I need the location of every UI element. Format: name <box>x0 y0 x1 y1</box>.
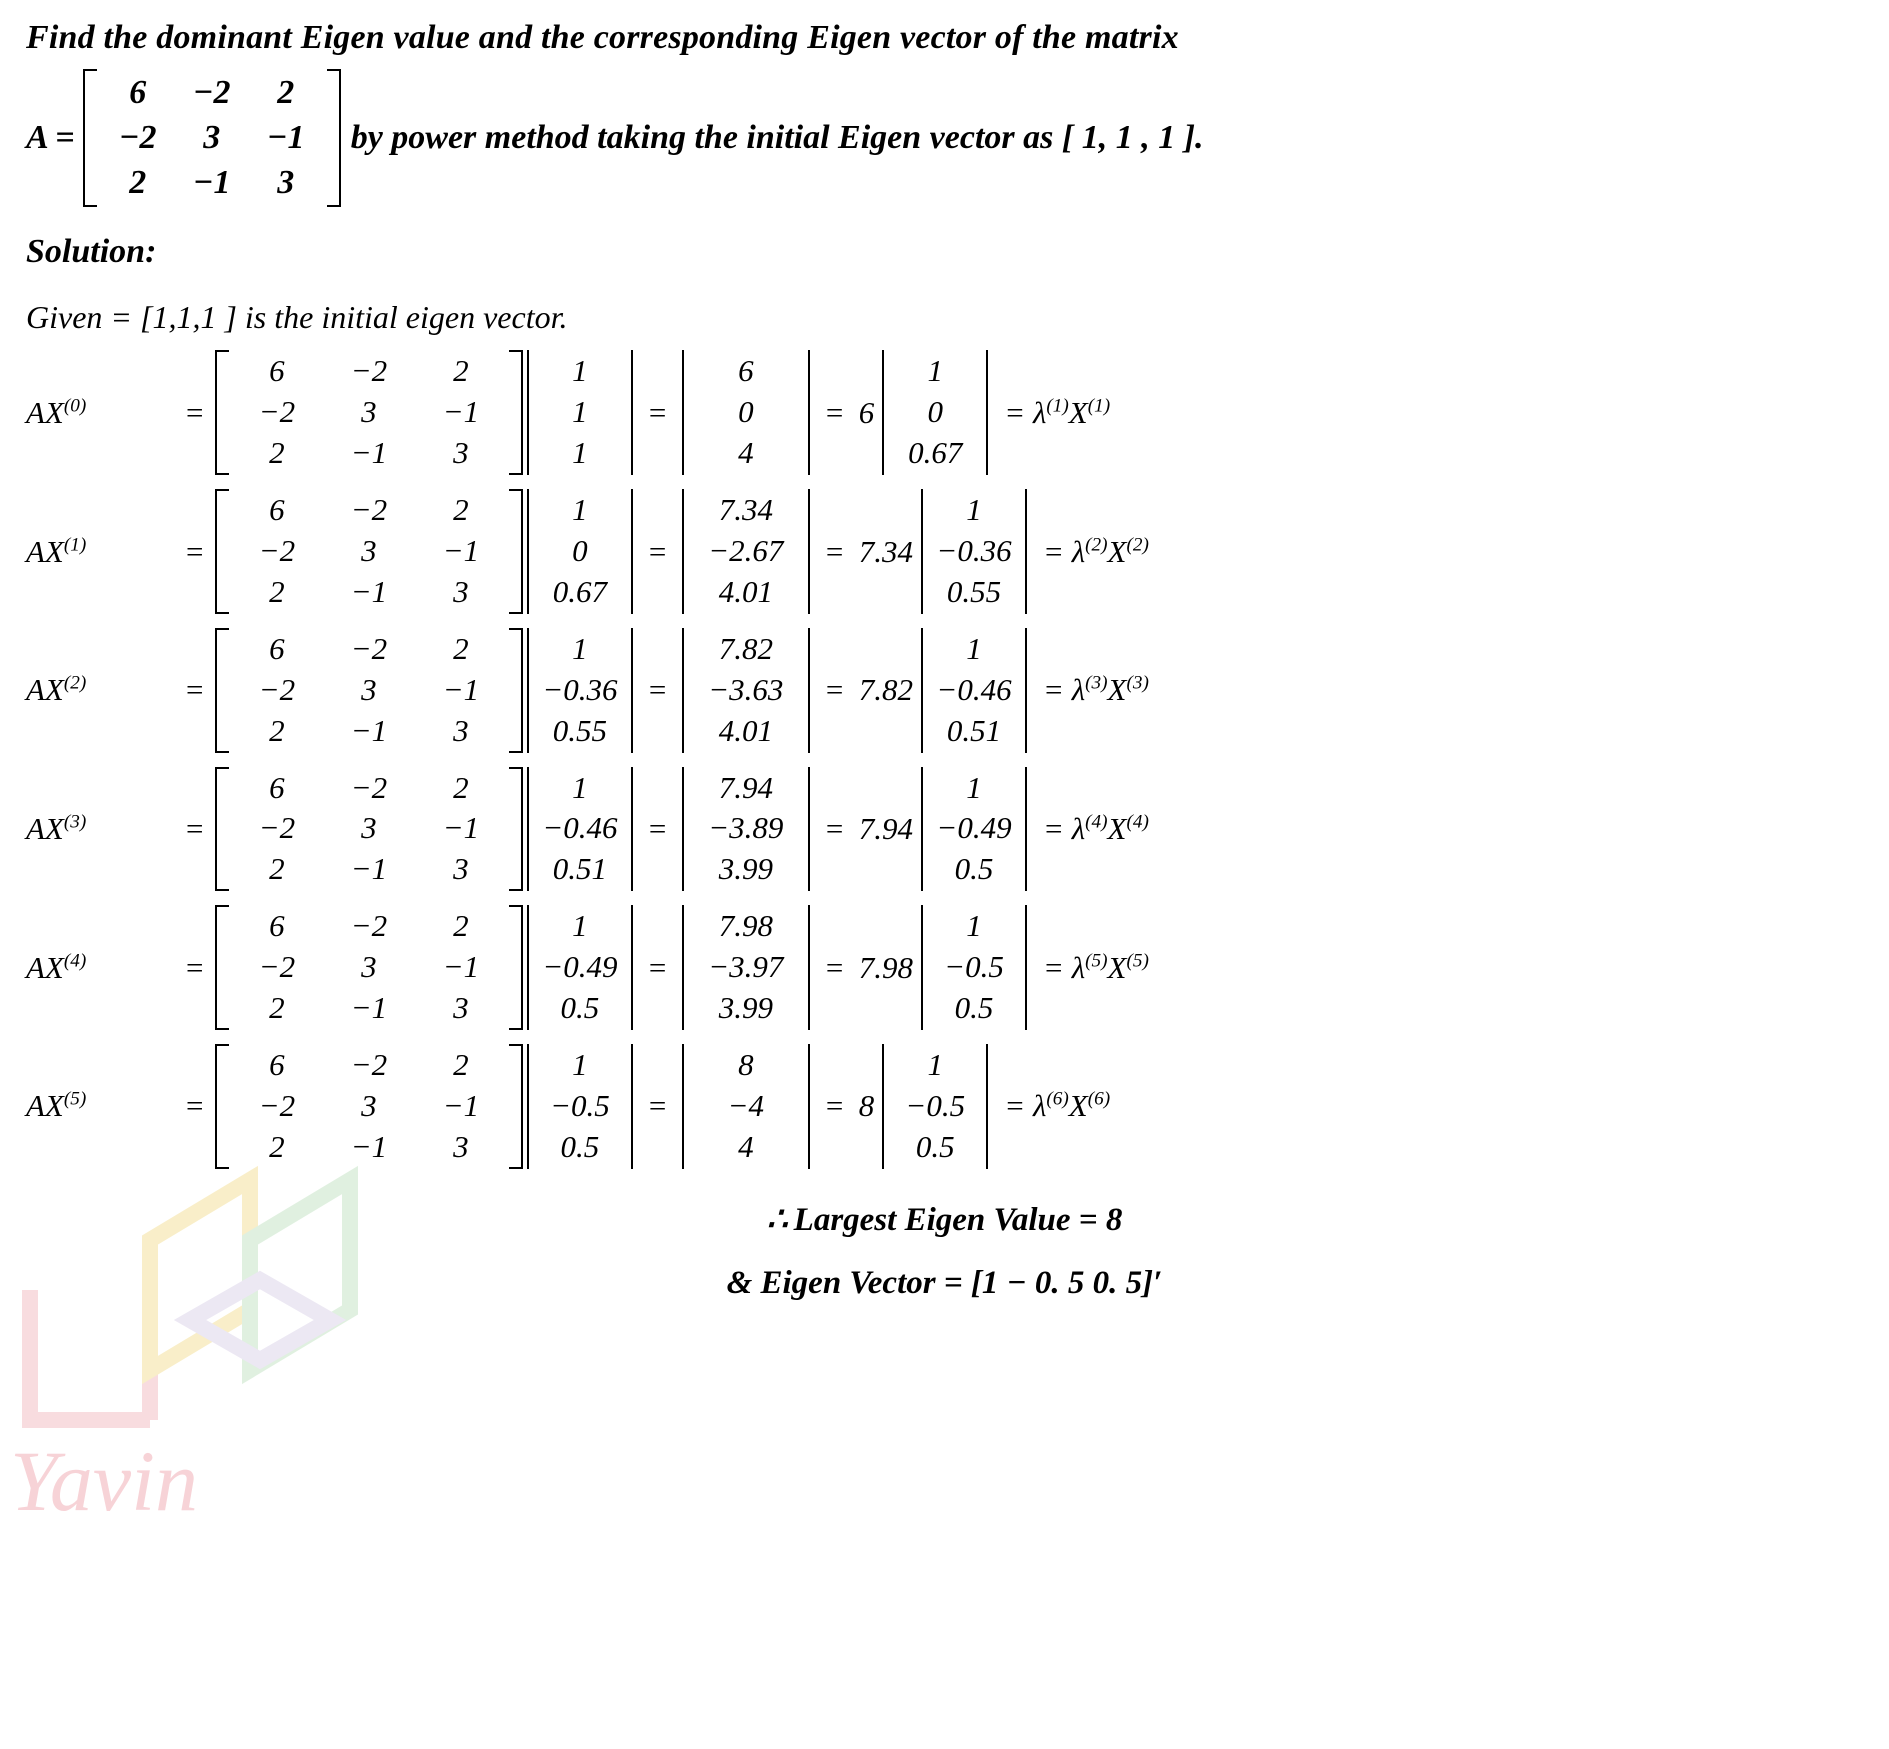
vector-cell: −3.97 <box>708 949 784 985</box>
vector-cell: −0.46 <box>936 671 1012 707</box>
matrix-cell: −1 <box>266 118 305 156</box>
conclusion-eigen-vector <box>26 1265 1863 1302</box>
matrix-cell: 6 <box>269 353 285 389</box>
matrix-cell: −2 <box>350 492 388 528</box>
solution-heading <box>26 233 1863 271</box>
iteration-result: = $\lambda^{(6)}X^{(6)}$ <box>1004 1088 1111 1124</box>
matrix-a <box>215 489 523 614</box>
solution-colon: : <box>145 233 157 271</box>
eigenvalue-scalar: 8 <box>858 1088 875 1124</box>
matrix-cell: 3 <box>361 671 377 707</box>
matrix-cell: 3 <box>361 533 377 569</box>
bracket-right <box>808 767 810 892</box>
column-vector <box>523 628 637 753</box>
vector-cell: −0.5 <box>905 1087 966 1123</box>
bracket-right <box>1025 905 1027 1030</box>
vector-cell: 1 <box>572 630 588 666</box>
iteration-label <box>26 811 174 847</box>
vector-cell: −0.36 <box>542 671 618 707</box>
bracket-right <box>808 1044 810 1169</box>
vector-cell: 6 <box>738 353 754 389</box>
column-vector <box>917 489 1031 614</box>
eigenvalue-scalar: 6 <box>858 394 875 430</box>
iteration-label-text: AX$^{(2)}$ <box>26 672 87 708</box>
page-title: Find the dominant Eigen value and the corresponding Eigen vector of the matrix <box>26 19 1179 56</box>
matrix-a <box>215 905 523 1030</box>
matrix-cell: 2 <box>269 435 285 471</box>
iteration-row <box>26 767 1863 892</box>
bracket-right <box>1025 628 1027 753</box>
equals-sign: = <box>823 533 845 569</box>
column-vector <box>878 1044 992 1169</box>
column-vector <box>878 350 992 475</box>
equals-sign: = <box>823 949 845 985</box>
bracket-left <box>527 628 529 753</box>
bracket-right <box>509 767 523 892</box>
matrix-cell: 3 <box>453 990 469 1026</box>
equals-sign: = <box>646 949 668 985</box>
column-vector <box>917 905 1031 1030</box>
matrix-a <box>215 350 523 475</box>
equals-sign: = <box>823 1088 845 1124</box>
matrix-cell: 3 <box>277 163 295 201</box>
bracket-left <box>527 767 529 892</box>
vector-cell: −0.46 <box>542 810 618 846</box>
bracket-left <box>215 767 229 892</box>
equals-sign: = <box>823 394 845 430</box>
matrix-cell: −2 <box>258 949 296 985</box>
bracket-left <box>215 350 229 475</box>
bracket-right <box>808 905 810 1030</box>
vector-cell: 1 <box>572 908 588 944</box>
column-vector <box>678 628 814 753</box>
matrix-cell: −2 <box>258 533 296 569</box>
bracket-left <box>527 1044 529 1169</box>
vector-cell: 0.5 <box>560 990 600 1026</box>
bracket-right <box>631 350 633 475</box>
vector-cell: 0 <box>738 394 754 430</box>
bracket-left <box>882 1044 884 1169</box>
bracket-left <box>682 767 684 892</box>
vector-cell: 0.51 <box>946 712 1002 748</box>
vector-cell: 4 <box>738 1128 754 1164</box>
iteration-result: = $\lambda^{(2)}X^{(2)}$ <box>1043 533 1149 569</box>
vector-cell: 7.94 <box>718 769 773 805</box>
vector-cell: −0.5 <box>550 1087 610 1123</box>
vector-cell: 0.67 <box>908 435 963 471</box>
bracket-left <box>921 767 923 892</box>
vector-cell: −3.89 <box>708 810 784 846</box>
bracket-left <box>682 350 684 475</box>
vector-cell: 7.98 <box>718 908 773 944</box>
iteration-label <box>26 534 174 570</box>
vector-cell: 4.01 <box>718 712 773 748</box>
eigen-vector-text: & Eigen Vector = [1 − 0. 5 0. 5]′ <box>726 1264 1163 1301</box>
vector-cell: 0.51 <box>552 851 608 887</box>
bracket-right <box>808 628 810 753</box>
vector-cell: 4 <box>738 435 754 471</box>
equals-sign: = <box>823 672 845 708</box>
bracket-right <box>509 1044 523 1169</box>
matrix-a <box>215 1044 523 1169</box>
vector-cell: 4.01 <box>718 573 773 609</box>
matrix-cell: 3 <box>453 712 469 748</box>
vector-cell: 0.55 <box>946 573 1002 609</box>
bracket-left <box>921 489 923 614</box>
vector-cell: 1 <box>572 492 588 528</box>
vector-cell: 1 <box>572 435 588 471</box>
vector-cell: −3.63 <box>708 671 784 707</box>
matrix-cell: −2 <box>192 73 231 111</box>
bracket-left <box>527 350 529 475</box>
vector-cell: 0.67 <box>552 573 608 609</box>
iteration-label-text: AX$^{(4)}$ <box>26 949 87 985</box>
conclusion-eigen-value <box>26 1199 1863 1239</box>
bracket-right <box>631 1044 633 1169</box>
bracket-right <box>509 350 523 475</box>
vector-cell: 7.82 <box>718 630 773 666</box>
matrix-cell: 2 <box>269 851 285 887</box>
vector-cell: 1 <box>966 630 982 666</box>
x-symbol: $X^{(6)}$ <box>1068 1088 1111 1124</box>
vector-cell: 0 <box>572 533 588 569</box>
matrix-cell: −2 <box>258 810 296 846</box>
matrix-cell: 3 <box>361 949 377 985</box>
column-vector <box>678 1044 814 1169</box>
bracket-left <box>682 489 684 614</box>
eigenvalue-scalar: 7.94 <box>858 810 914 846</box>
matrix-a-label: A = <box>26 119 75 157</box>
equals-sign: = <box>646 394 668 430</box>
matrix-cell: 6 <box>269 1047 285 1083</box>
vector-cell: 0.5 <box>560 1128 600 1164</box>
vector-cell: 1 <box>966 769 982 805</box>
therefore-icon: ∴ <box>766 1201 788 1238</box>
bracket-left <box>527 905 529 1030</box>
column-vector <box>678 350 814 475</box>
x-symbol: $X^{(3)}$ <box>1107 672 1149 708</box>
bracket-right <box>808 489 810 614</box>
bracket-left <box>682 905 684 1030</box>
bracket-right <box>631 628 633 753</box>
watermark-text: Yavin <box>10 1433 198 1529</box>
iteration-label <box>26 950 174 986</box>
matrix-cell: −1 <box>192 163 231 201</box>
iteration-label-text: AX$^{(0)}$ <box>26 394 87 430</box>
bracket-right <box>986 350 988 475</box>
matrix-cell: 2 <box>453 769 469 805</box>
matrix-cell: −1 <box>442 394 480 430</box>
matrix-cell: 3 <box>453 435 469 471</box>
matrix-cell: 6 <box>269 492 285 528</box>
iteration-row <box>26 1044 1863 1169</box>
problem-statement-row <box>26 69 1863 208</box>
vector-cell: 1 <box>927 1047 944 1083</box>
bracket-left <box>215 905 229 1030</box>
x-symbol: $X^{(4)}$ <box>1107 810 1149 846</box>
vector-cell: 1 <box>966 492 982 528</box>
matrix-cell: 3 <box>453 573 469 609</box>
column-vector <box>523 1044 637 1169</box>
equals-sign: = <box>184 1088 205 1124</box>
matrix-cell: 6 <box>129 73 147 111</box>
matrix-cell: −1 <box>350 851 388 887</box>
vector-cell: 0.5 <box>954 990 994 1026</box>
bracket-left <box>215 489 229 614</box>
vector-cell: −0.49 <box>542 949 618 985</box>
matrix-cell: 2 <box>269 990 285 1026</box>
lambda-symbol: $\lambda^{(1)}$ <box>1032 394 1069 430</box>
equals-sign: = <box>184 810 205 846</box>
matrix-cell: −1 <box>442 1087 480 1123</box>
column-vector <box>917 628 1031 753</box>
bracket-left <box>682 1044 684 1169</box>
iteration-result: = $\lambda^{(4)}X^{(4)}$ <box>1043 810 1149 846</box>
matrix-cell: −2 <box>118 118 157 156</box>
iteration-result: = $\lambda^{(5)}X^{(5)}$ <box>1043 949 1149 985</box>
vector-cell: 1 <box>927 353 944 389</box>
iteration-label-text: AX$^{(5)}$ <box>26 1088 87 1124</box>
iteration-label-text: AX$^{(1)}$ <box>26 533 87 569</box>
vector-cell: −0.36 <box>936 533 1012 569</box>
matrix-cell: −1 <box>350 573 388 609</box>
iteration-label <box>26 1088 174 1124</box>
vector-cell: 3.99 <box>718 990 773 1026</box>
matrix-a <box>215 767 523 892</box>
column-vector <box>678 767 814 892</box>
iteration-row <box>26 489 1863 614</box>
bracket-right <box>509 628 523 753</box>
iteration-result: = $\lambda^{(1)}X^{(1)}$ <box>1004 394 1111 430</box>
matrix-cell: 2 <box>129 163 147 201</box>
matrix-cell: 2 <box>453 1047 469 1083</box>
bracket-left <box>921 905 923 1030</box>
matrix-cell: 3 <box>361 394 377 430</box>
matrix-cell: 6 <box>269 769 285 805</box>
matrix-cell: −2 <box>350 908 388 944</box>
matrix-cell: 2 <box>269 573 285 609</box>
vector-cell: −2.67 <box>708 533 784 569</box>
matrix-cell: 6 <box>269 630 285 666</box>
matrix-cell: −1 <box>442 671 480 707</box>
vector-cell: 0.5 <box>915 1128 955 1164</box>
matrix-cell: −2 <box>258 394 296 430</box>
matrix-cell: −1 <box>442 810 480 846</box>
column-vector <box>523 905 637 1030</box>
lambda-symbol: $\lambda^{(2)}$ <box>1071 533 1108 569</box>
matrix-cell: 2 <box>453 353 469 389</box>
vector-cell: −0.49 <box>936 810 1012 846</box>
matrix-cell: −2 <box>258 671 296 707</box>
x-symbol: $X^{(1)}$ <box>1068 394 1111 430</box>
bracket-left <box>921 628 923 753</box>
matrix-cell: −1 <box>442 949 480 985</box>
matrix-cell: −1 <box>350 435 388 471</box>
bracket-left <box>215 1044 229 1169</box>
lambda-symbol: $\lambda^{(4)}$ <box>1071 810 1108 846</box>
matrix-cell: 6 <box>269 908 285 944</box>
eigenvalue-scalar: 7.34 <box>858 533 914 569</box>
matrix-cell: 2 <box>453 492 469 528</box>
iteration-label <box>26 395 174 431</box>
vector-cell: 8 <box>738 1047 754 1083</box>
matrix-cell: 3 <box>203 118 221 156</box>
bracket-right <box>1025 489 1027 614</box>
problem-tail-text: by power method taking the initial Eigen vector as [ 1, 1 , 1 ]. <box>350 119 1204 157</box>
matrix-cell: 3 <box>361 1087 377 1123</box>
solution-label: Solution <box>26 233 146 271</box>
matrix-cell: 2 <box>269 1128 285 1164</box>
iteration-result: = $\lambda^{(3)}X^{(3)}$ <box>1043 672 1149 708</box>
equals-sign: = <box>184 949 205 985</box>
matrix-cell: −2 <box>350 769 388 805</box>
bracket-right <box>509 489 523 614</box>
iteration-label-text: AX$^{(3)}$ <box>26 810 87 846</box>
bracket-right <box>631 905 633 1030</box>
matrix-cell: −1 <box>350 712 388 748</box>
lambda-symbol: $\lambda^{(6)}$ <box>1032 1088 1069 1124</box>
matrix-cell: −2 <box>350 630 388 666</box>
bracket-right <box>631 489 633 614</box>
bracket-right <box>327 69 341 208</box>
matrix-cell: 3 <box>361 810 377 846</box>
vector-cell: 3.99 <box>718 851 773 887</box>
problem-matrix <box>83 69 341 208</box>
equals-sign: = <box>646 672 668 708</box>
bracket-right <box>1025 767 1027 892</box>
equals-sign: = <box>646 810 668 846</box>
lambda-symbol: $\lambda^{(5)}$ <box>1071 949 1108 985</box>
column-vector <box>523 489 637 614</box>
lambda-symbol: $\lambda^{(3)}$ <box>1071 672 1108 708</box>
bracket-left <box>682 628 684 753</box>
iteration-row <box>26 905 1863 1030</box>
vector-cell: 0.5 <box>954 851 994 887</box>
vector-cell: −4 <box>727 1087 765 1123</box>
iteration-row <box>26 350 1863 475</box>
equals-sign: = <box>646 533 668 569</box>
bracket-left <box>215 628 229 753</box>
vector-cell: 0 <box>927 394 944 430</box>
iteration-row <box>26 628 1863 753</box>
column-vector <box>917 767 1031 892</box>
column-vector <box>523 767 637 892</box>
bracket-right <box>509 905 523 1030</box>
matrix-cell: 2 <box>277 73 295 111</box>
column-vector <box>523 350 637 475</box>
bracket-right <box>631 767 633 892</box>
vector-cell: 1 <box>572 1047 588 1083</box>
column-vector <box>678 489 814 614</box>
equals-sign: = <box>184 672 205 708</box>
column-vector <box>678 905 814 1030</box>
vector-cell: 1 <box>966 908 982 944</box>
matrix-cell: −1 <box>442 533 480 569</box>
vector-cell: 1 <box>572 769 588 805</box>
matrix-cell: 2 <box>269 712 285 748</box>
eigenvalue-scalar: 7.82 <box>858 672 914 708</box>
x-symbol: $X^{(5)}$ <box>1107 949 1149 985</box>
matrix-cell: −2 <box>350 353 388 389</box>
given-line: Given = [1,1,1 ] is the initial eigen vector. <box>26 299 568 336</box>
eigenvalue-scalar: 7.98 <box>858 949 914 985</box>
equals-sign: = <box>646 1088 668 1124</box>
vector-cell: 0.55 <box>552 712 608 748</box>
matrix-cell: 2 <box>453 908 469 944</box>
iterations-list <box>26 350 1863 1168</box>
vector-cell: −0.5 <box>944 949 1004 985</box>
x-symbol: $X^{(2)}$ <box>1107 533 1149 569</box>
matrix-cell: −1 <box>350 990 388 1026</box>
matrix-cell: −2 <box>258 1087 296 1123</box>
largest-eigen-value-text: Largest Eigen Value = 8 <box>793 1201 1123 1238</box>
bracket-right <box>986 1044 988 1169</box>
bracket-left <box>882 350 884 475</box>
equals-sign: = <box>184 533 205 569</box>
matrix-a <box>215 628 523 753</box>
bracket-left <box>527 489 529 614</box>
iteration-label <box>26 672 174 708</box>
equals-sign: = <box>823 810 845 846</box>
bracket-right <box>808 350 810 475</box>
equals-sign: = <box>184 394 205 430</box>
vector-cell: 1 <box>572 394 588 430</box>
matrix-cell: 2 <box>453 630 469 666</box>
matrix-cell: −1 <box>350 1128 388 1164</box>
vector-cell: 7.34 <box>718 492 773 528</box>
bracket-left <box>83 69 97 208</box>
vector-cell: 1 <box>572 353 588 389</box>
matrix-cell: 3 <box>453 1128 469 1164</box>
matrix-cell: 3 <box>453 851 469 887</box>
matrix-cell: −2 <box>350 1047 388 1083</box>
